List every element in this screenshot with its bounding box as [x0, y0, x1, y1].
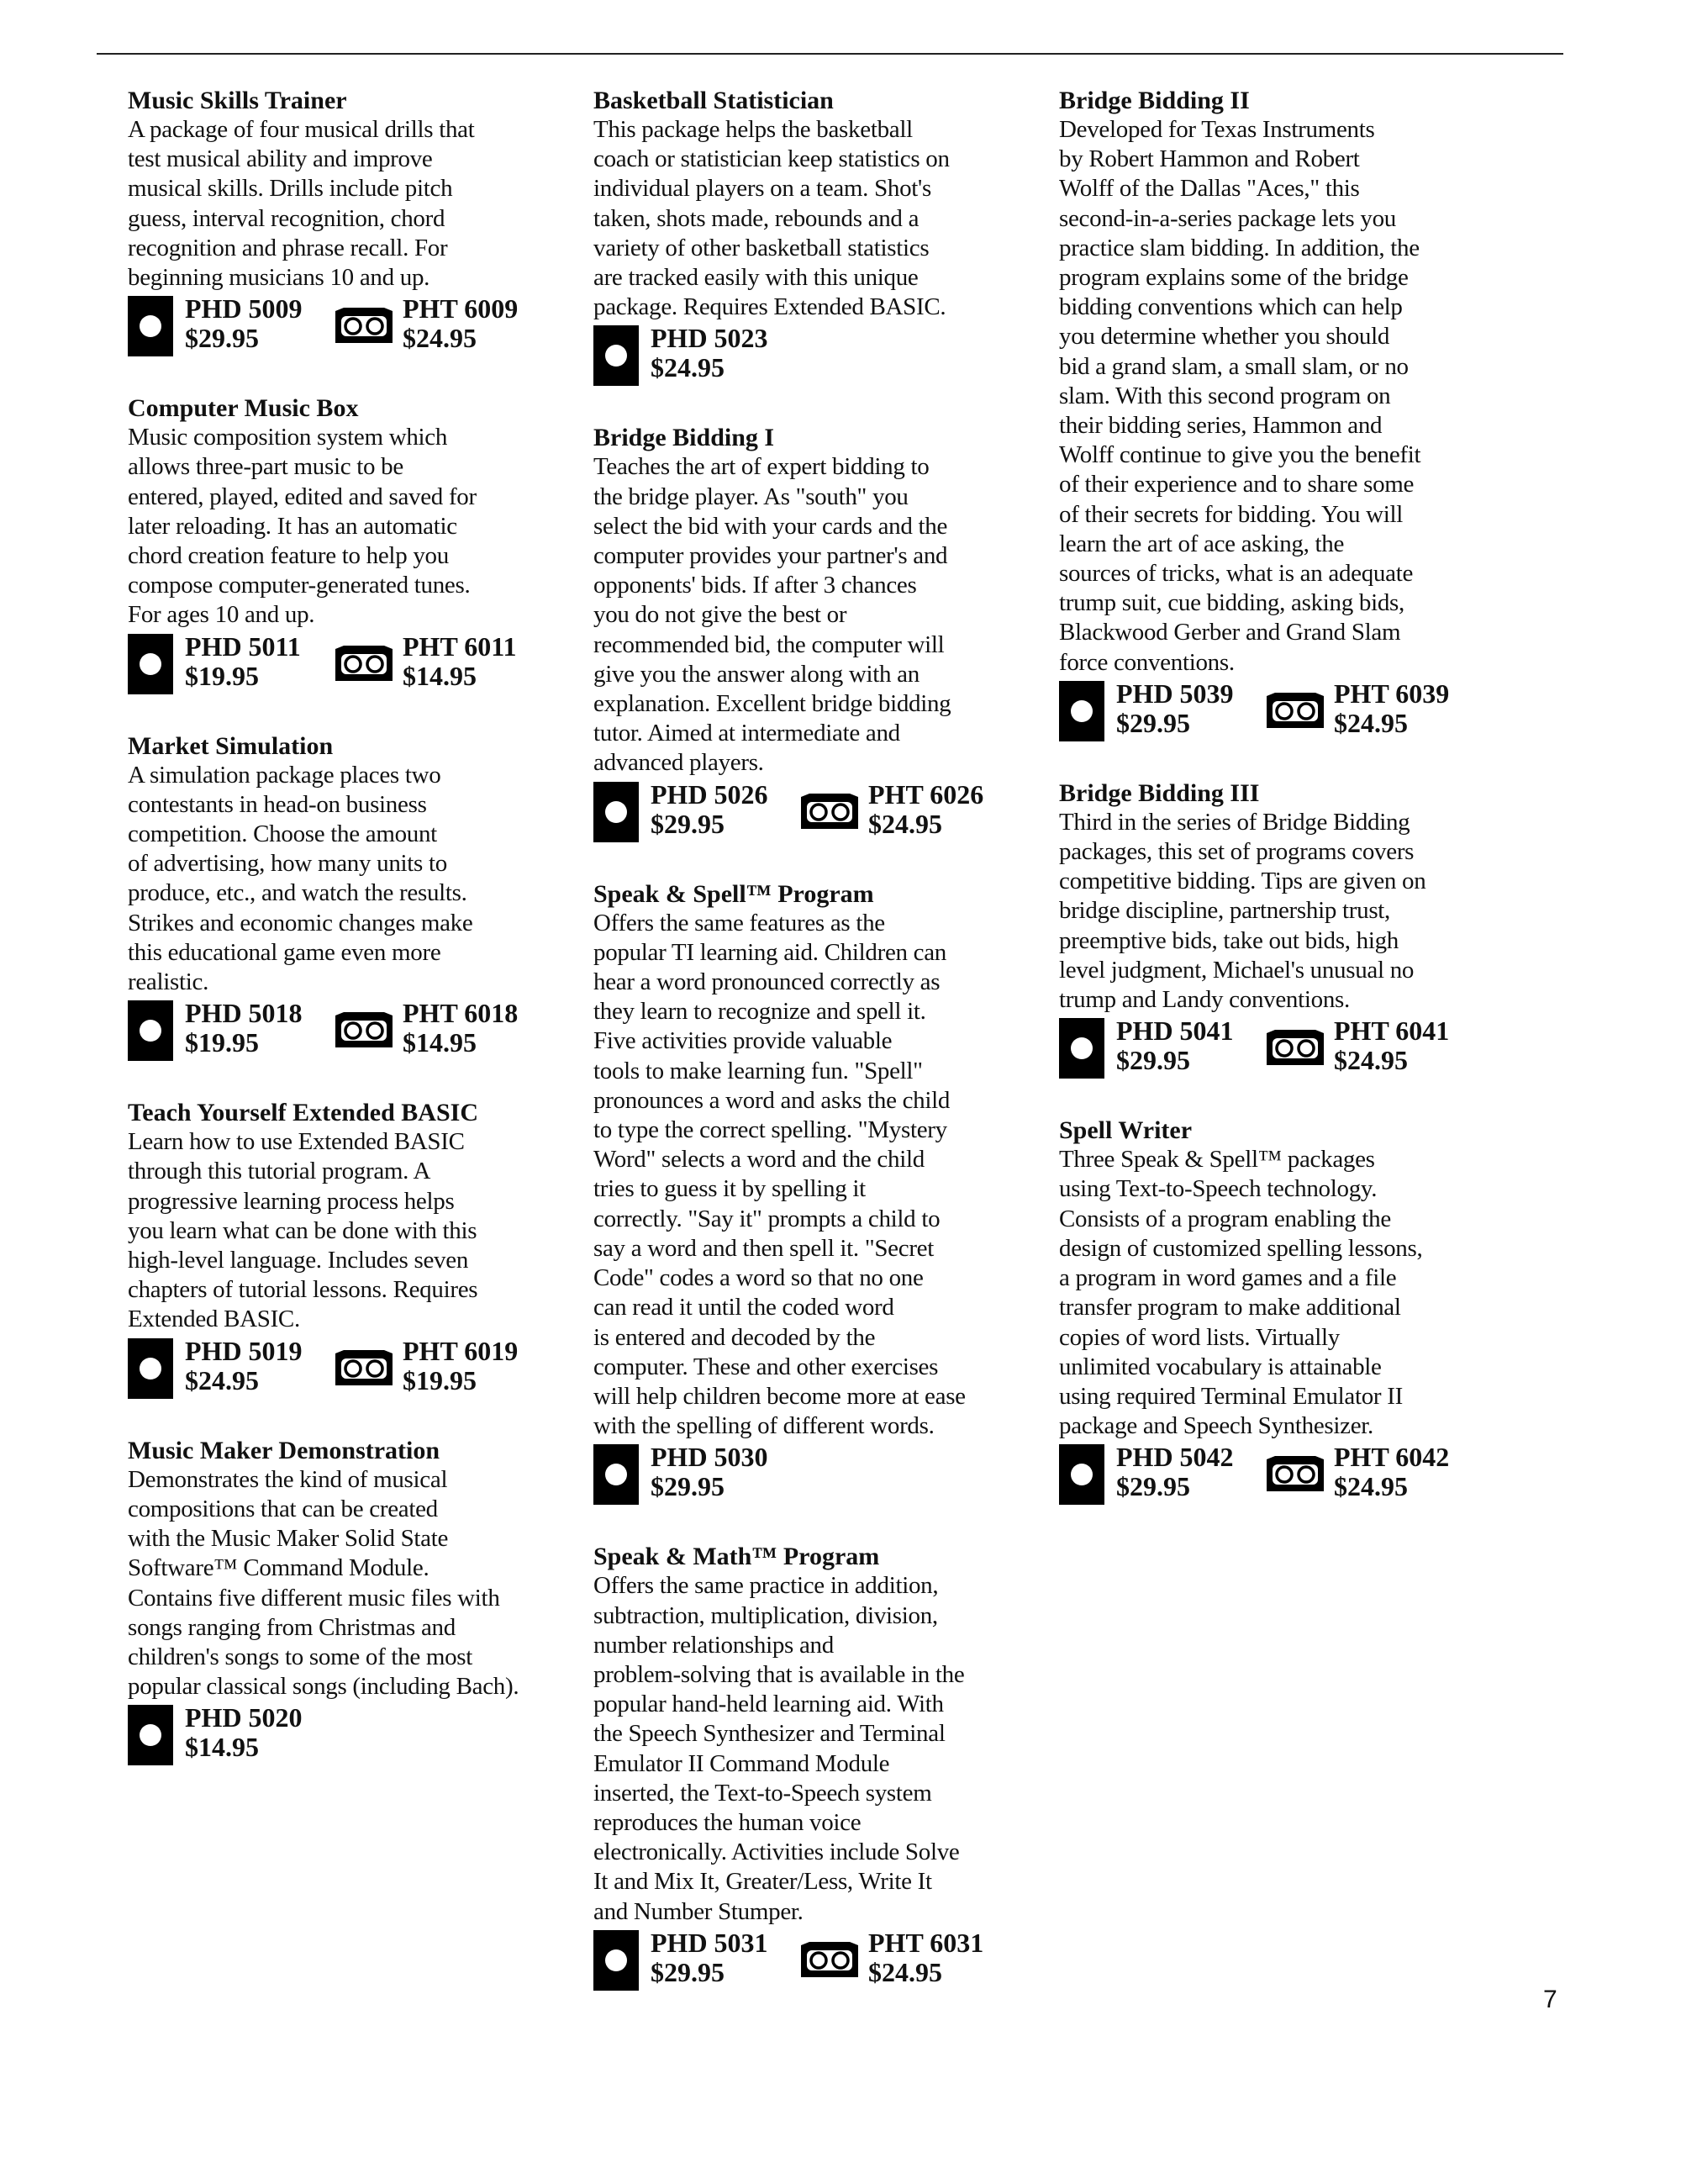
description-line: taken, shots made, rebounds and a [593, 204, 920, 232]
description-line: Strikes and economic changes make [128, 909, 473, 936]
product-title: Spell Writer [1059, 1116, 1193, 1145]
column-1 [128, 86, 586, 1802]
diskette-price: $29.95 [1116, 707, 1190, 738]
diskette-info [185, 294, 324, 353]
cassette-price: $14.95 [403, 660, 477, 691]
diskette-icon [128, 634, 173, 694]
product-description [128, 761, 586, 998]
product-title: Speak & Spell™ Program [593, 879, 874, 908]
description-line: through this tutorial program. A [128, 1158, 431, 1185]
diskette-price: $29.95 [1116, 1471, 1190, 1502]
description-line: advanced players. [593, 749, 764, 777]
cassette-code: PHT 6018 [403, 998, 519, 1029]
description-line: Consists of a program enabling the [1059, 1205, 1391, 1232]
description-line: progressive learning process helps [128, 1187, 455, 1215]
description-line: select the bid with your cards and the [593, 512, 948, 540]
product-entry [128, 1436, 586, 1768]
product-order-info [128, 999, 586, 1063]
cassette-code: PHT 6041 [1334, 1016, 1450, 1047]
description-line: say a word and then spell it. "Secret [593, 1234, 935, 1262]
description-line: Contains five different music files with [128, 1584, 500, 1612]
description-line: sources of tricks, what is an adequate [1059, 560, 1414, 588]
product-order-info [128, 1703, 586, 1767]
description-line: children's songs to some of the most [128, 1643, 473, 1670]
description-line: they learn to recognize and spell it. [593, 998, 926, 1026]
cassette-code: PHT 6009 [403, 293, 519, 324]
description-line: This package helps the basketball [593, 116, 913, 143]
description-line: test musical ability and improve [128, 145, 433, 173]
column-2 [593, 86, 1051, 2028]
description-line: by Robert Hammon and Robert [1059, 145, 1360, 173]
description-line: this educational game even more [128, 938, 441, 966]
diskette-code: PHD 5018 [185, 998, 303, 1029]
description-line: explanation. Excellent bridge bidding [593, 690, 951, 718]
product-title: Bridge Bidding I [593, 424, 775, 452]
description-line: inserted, the Text-to-Speech system [593, 1779, 932, 1807]
description-line: Blackwood Gerber and Grand Slam [1059, 619, 1401, 646]
description-line: problem-solving that is available in the [593, 1660, 965, 1688]
product-entry [128, 731, 586, 1063]
product-title: Speak & Math™ Program [593, 1543, 880, 1571]
product-description [593, 115, 1051, 322]
description-line: A simulation package places two [128, 761, 441, 789]
product-description [593, 452, 1051, 778]
product-order-info [128, 632, 586, 696]
product-description [1059, 115, 1517, 678]
diskette-price: $24.95 [651, 352, 725, 383]
description-line: hear a word pronounced correctly as [593, 968, 941, 996]
cassette-info [403, 294, 518, 353]
description-line: Offers the same practice in addition, [593, 1572, 939, 1600]
description-line: Software™ Command Module. [128, 1554, 429, 1582]
product-description [593, 909, 1051, 1442]
description-line: of their secrets for bidding. You will [1059, 500, 1404, 528]
cassette-info [1334, 1443, 1449, 1501]
diskette-price: $24.95 [185, 1364, 259, 1395]
description-line: chapters of tutorial lessons. Requires [128, 1276, 478, 1304]
description-line: Music composition system which [128, 424, 448, 451]
description-line: with the spelling of different words. [593, 1412, 935, 1440]
cassette-price: $24.95 [1334, 707, 1408, 738]
product-entry [128, 393, 586, 695]
diskette-code: PHD 5026 [651, 778, 768, 810]
description-line: with the Music Maker Solid State [128, 1525, 449, 1553]
cassette-code: PHT 6042 [1334, 1442, 1450, 1473]
description-line: is entered and decoded by the [593, 1323, 876, 1351]
product-description [128, 1465, 586, 1702]
diskette-code: PHD 5023 [651, 323, 768, 354]
product-description [128, 1127, 586, 1334]
diskette-icon [593, 1444, 639, 1505]
diskette-code: PHD 5041 [1116, 1016, 1234, 1047]
description-line: popular hand-held learning aid. With [593, 1691, 944, 1718]
description-line: For ages 10 and up. [128, 601, 315, 629]
description-line: packages, this set of programs covers [1059, 838, 1415, 866]
description-line: electronically. Activities include Solve [593, 1838, 960, 1866]
product-title: Computer Music Box [128, 394, 359, 423]
description-line: entered, played, edited and saved for [128, 483, 477, 510]
diskette-info [1116, 1016, 1255, 1075]
description-line: practice slam bidding. In addition, the [1059, 234, 1420, 261]
diskette-icon [593, 1930, 639, 1991]
product-description [1059, 1145, 1517, 1441]
description-line: Extended BASIC. [128, 1306, 300, 1333]
cassette-tape-icon [1265, 691, 1325, 730]
product-entry [593, 86, 1051, 388]
description-line: contestants in head-on business [128, 790, 427, 818]
description-line: chord creation feature to help you [128, 542, 449, 570]
column-3 [1059, 86, 1517, 1542]
diskette-info [651, 1928, 789, 1987]
description-line: of their experience and to share some [1059, 471, 1415, 499]
product-entry [1059, 1116, 1517, 1506]
description-line: produce, etc., and watch the results. [128, 879, 467, 907]
description-line: A package of four musical drills that [128, 116, 475, 143]
product-order-info [1059, 1016, 1517, 1080]
diskette-icon [1059, 1018, 1104, 1079]
cassette-tape-icon [799, 792, 860, 831]
description-line: Developed for Texas Instruments [1059, 116, 1375, 143]
diskette-icon [1059, 1444, 1104, 1505]
description-line: Five activities provide valuable [593, 1027, 893, 1055]
diskette-price: $19.95 [185, 1027, 259, 1058]
description-line: copies of word lists. Virtually [1059, 1323, 1340, 1351]
diskette-icon [593, 325, 639, 386]
description-line: compose computer-generated tunes. [128, 572, 471, 599]
description-line: reproduces the human voice [593, 1808, 862, 1836]
cassette-price: $24.95 [868, 1956, 942, 1987]
page-number: 7 [1543, 1986, 1557, 2013]
description-line: Wolff continue to give you the benefit [1059, 441, 1421, 469]
description-line: the Speech Synthesizer and Terminal [593, 1720, 946, 1748]
description-line: second-in-a-series package lets you [1059, 204, 1396, 232]
product-order-info [1059, 679, 1517, 743]
description-line: recommended bid, the computer will [593, 630, 945, 658]
cassette-info [403, 999, 518, 1058]
diskette-price: $29.95 [651, 1956, 725, 1987]
product-title: Bridge Bidding III [1059, 778, 1260, 807]
cassette-code: PHT 6039 [1334, 678, 1450, 709]
description-line: computer provides your partner's and [593, 542, 948, 570]
description-line: of advertising, how many units to [128, 850, 447, 878]
description-line: preemptive bids, take out bids, high [1059, 926, 1399, 954]
diskette-info [185, 999, 324, 1058]
cassette-info [868, 1928, 983, 1987]
product-order-info [128, 294, 586, 358]
description-line: you learn what can be done with this [128, 1216, 477, 1244]
product-title: Music Maker Demonstration [128, 1436, 440, 1464]
cassette-info [1334, 1016, 1449, 1075]
product-title: Teach Yourself Extended BASIC [128, 1099, 478, 1127]
diskette-info [651, 780, 789, 839]
cassette-code: PHT 6019 [403, 1335, 519, 1366]
diskette-info [1116, 679, 1255, 738]
cassette-code: PHT 6031 [868, 1927, 984, 1958]
description-line: number relationships and [593, 1631, 834, 1659]
description-line: realistic. [128, 968, 209, 996]
cassette-tape-icon [799, 1940, 860, 1979]
description-line: using required Terminal Emulator II [1059, 1382, 1403, 1410]
description-line: their bidding series, Hammon and [1059, 412, 1383, 440]
diskette-icon [1059, 681, 1104, 741]
cassette-info [868, 780, 983, 839]
description-line: allows three-part music to be [128, 453, 403, 481]
description-line: pronounces a word and asks the child [593, 1086, 951, 1114]
product-order-info [1059, 1443, 1517, 1506]
description-line: will help children become more at ease [593, 1382, 966, 1410]
diskette-icon [128, 1705, 173, 1765]
diskette-info [651, 324, 789, 382]
description-line: unlimited vocabulary is attainable [1059, 1353, 1382, 1380]
diskette-code: PHD 5042 [1116, 1442, 1234, 1473]
description-line: give you the answer along with an [593, 660, 920, 688]
product-order-info [593, 780, 1051, 844]
diskette-price: $14.95 [185, 1732, 259, 1763]
description-line: package. Requires Extended BASIC. [593, 293, 946, 321]
description-line: the bridge player. As "south" you [593, 483, 909, 510]
product-entry [1059, 778, 1517, 1080]
description-line: Offers the same features as the [593, 909, 885, 936]
description-line: coach or statistician keep statistics on [593, 145, 950, 173]
description-line: Three Speak & Spell™ packages [1059, 1146, 1375, 1174]
product-description [128, 423, 586, 630]
product-order-info [128, 1337, 586, 1401]
diskette-icon [128, 1338, 173, 1399]
cassette-info [403, 632, 516, 691]
diskette-price: $29.95 [1116, 1045, 1190, 1076]
description-line: guess, interval recognition, chord [128, 204, 445, 232]
diskette-code: PHD 5019 [185, 1335, 303, 1366]
diskette-code: PHD 5030 [651, 1442, 768, 1473]
description-line: subtraction, multiplication, division, [593, 1601, 938, 1629]
description-line: trump and Landy conventions. [1059, 986, 1350, 1014]
description-line: slam. With this second program on [1059, 382, 1391, 409]
description-line: correctly. "Say it" prompts a child to [593, 1205, 941, 1232]
description-line: tools to make learning fun. "Spell" [593, 1057, 923, 1084]
diskette-price: $29.95 [651, 1471, 725, 1502]
diskette-icon [128, 296, 173, 356]
description-line: using Text-to-Speech technology. [1059, 1175, 1378, 1203]
product-title: Bridge Bidding II [1059, 87, 1250, 114]
description-line: Word" selects a word and the child [593, 1146, 925, 1174]
top-rule [97, 53, 1563, 55]
diskette-info [185, 1337, 324, 1395]
cassette-price: $24.95 [1334, 1471, 1408, 1502]
description-line: opponents' bids. If after 3 chances [593, 572, 917, 599]
cassette-price: $19.95 [403, 1364, 477, 1395]
description-line: transfer program to make additional [1059, 1294, 1401, 1321]
cassette-tape-icon [334, 1348, 394, 1387]
product-description [593, 1571, 1051, 1926]
cassette-tape-icon [334, 306, 394, 345]
cassette-tape-icon [1265, 1454, 1325, 1493]
diskette-info [185, 1703, 324, 1762]
description-line: package and Speech Synthesizer. [1059, 1412, 1374, 1440]
description-line: bridge discipline, partnership trust, [1059, 897, 1391, 925]
product-order-info [593, 1443, 1051, 1506]
description-line: force conventions. [1059, 648, 1235, 676]
product-title: Basketball Statistician [593, 87, 834, 114]
description-line: Demonstrates the kind of musical [128, 1465, 448, 1493]
cassette-price: $24.95 [403, 323, 477, 354]
description-line: you determine whether you should [1059, 323, 1390, 351]
cassette-info [1334, 679, 1449, 738]
description-line: tries to guess it by spelling it [593, 1175, 866, 1203]
diskette-code: PHD 5011 [185, 630, 301, 662]
diskette-code: PHD 5031 [651, 1927, 768, 1958]
product-order-info [593, 1928, 1051, 1992]
description-line: you do not give the best or [593, 601, 847, 629]
description-line: compositions that can be created [128, 1495, 438, 1522]
description-line: Emulator II Command Module [593, 1749, 890, 1777]
diskette-icon [593, 782, 639, 842]
description-line: design of customized spelling lessons, [1059, 1234, 1423, 1262]
description-line: program explains some of the bridge [1059, 264, 1409, 292]
description-line: a program in word games and a file [1059, 1264, 1397, 1292]
product-entry [128, 86, 586, 358]
description-line: individual players on a team. Shot's [593, 175, 931, 203]
cassette-tape-icon [334, 1010, 394, 1049]
description-line: competition. Choose the amount [128, 820, 437, 848]
diskette-code: PHD 5009 [185, 293, 303, 324]
cassette-price: $24.95 [1334, 1045, 1408, 1076]
product-title: Music Skills Trainer [128, 87, 347, 114]
description-line: are tracked easily with this unique [593, 264, 919, 292]
description-line: level judgment, Michael's unusual no [1059, 956, 1415, 984]
description-line: It and Mix It, Greater/Less, Write It [593, 1868, 932, 1896]
cassette-tape-icon [1265, 1028, 1325, 1067]
cassette-info [403, 1337, 518, 1395]
description-line: songs ranging from Christmas and [128, 1613, 456, 1641]
diskette-code: PHD 5020 [185, 1702, 303, 1733]
description-line: bidding conventions which can help [1059, 293, 1403, 321]
cassette-code: PHT 6026 [868, 778, 984, 810]
description-line: popular TI learning aid. Children can [593, 938, 947, 966]
product-entry [1059, 86, 1517, 743]
product-entry [593, 1542, 1051, 1991]
product-entry [593, 879, 1051, 1507]
description-line: computer. These and other exercises [593, 1353, 939, 1380]
cassette-tape-icon [334, 644, 394, 683]
diskette-price: $19.95 [185, 660, 259, 691]
product-description [128, 115, 586, 293]
description-line: later reloading. It has an automatic [128, 512, 457, 540]
diskette-price: $29.95 [185, 323, 259, 354]
description-line: high-level language. Includes seven [128, 1247, 469, 1274]
description-line: popular classical songs (including Bach). [128, 1673, 519, 1701]
description-line: musical skills. Drills include pitch [128, 175, 453, 203]
description-line: learn the art of ace asking, the [1059, 530, 1345, 557]
description-line: trump suit, cue bidding, asking bids, [1059, 589, 1404, 617]
description-line: Learn how to use Extended BASIC [128, 1128, 465, 1156]
cassette-price: $14.95 [403, 1027, 477, 1058]
description-line: beginning musicians 10 and up. [128, 264, 430, 292]
description-line: Wolff of the Dallas "Aces," this [1059, 175, 1360, 203]
product-description [1059, 808, 1517, 1015]
product-order-info [593, 324, 1051, 388]
description-line: recognition and phrase recall. For [128, 234, 448, 261]
product-title: Market Simulation [128, 731, 334, 760]
diskette-code: PHD 5039 [1116, 678, 1234, 709]
diskette-icon [128, 1000, 173, 1061]
cassette-code: PHT 6011 [403, 630, 517, 662]
description-line: tutor. Aimed at intermediate and [593, 720, 900, 747]
diskette-info [1116, 1443, 1255, 1501]
diskette-info [185, 632, 324, 691]
description-line: Code" codes a word so that no one [593, 1264, 924, 1292]
description-line: bid a grand slam, a small slam, or no [1059, 352, 1409, 380]
diskette-info [651, 1443, 789, 1501]
diskette-price: $29.95 [651, 808, 725, 839]
description-line: Teaches the art of expert bidding to [593, 453, 930, 481]
description-line: and Number Stumper. [593, 1897, 804, 1925]
description-line: to type the correct spelling. "Mystery [593, 1116, 947, 1144]
description-line: competitive bidding. Tips are given on [1059, 868, 1426, 895]
product-entry [128, 1098, 586, 1400]
product-entry [593, 423, 1051, 843]
description-line: Third in the series of Bridge Bidding [1059, 808, 1410, 836]
description-line: variety of other basketball statistics [593, 234, 930, 261]
cassette-price: $24.95 [868, 808, 942, 839]
description-line: can read it until the coded word [593, 1294, 894, 1321]
